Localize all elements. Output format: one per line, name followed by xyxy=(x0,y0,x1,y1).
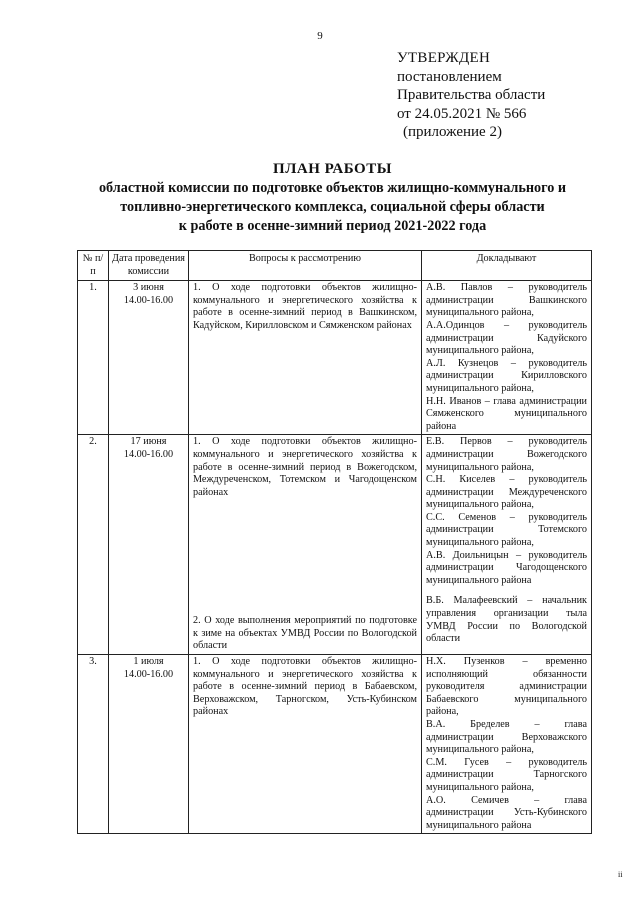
row-date: 17 июня xyxy=(130,436,167,448)
table-header-row xyxy=(78,251,592,281)
row-date-cell xyxy=(109,281,189,435)
speaker-item: С.М. Гусев – руководитель администрации Тарногского муниципального района, xyxy=(426,756,587,793)
title-line: к работе в осенне-зимний период 2021-2022 года xyxy=(178,218,487,234)
page-number: 9 xyxy=(317,30,323,42)
speaker-item: А.В. Доильницын – руководитель администрации Чагодощенского муниципального района xyxy=(426,549,587,586)
speaker-item: С.Н. Киселев – руководитель администрации Междуреченского муниципального района, xyxy=(426,474,587,511)
row-num: 3. xyxy=(78,655,109,834)
question-item: 1. О ходе подготовки объектов жилищно-коммунального и энергетического хозяйства к работе в осенне-зимний период в Бабаевском, Верховажском, Тарногском, Усть-Кубинском районах xyxy=(193,656,417,718)
row-questions-cell xyxy=(189,435,422,655)
approval-line: от 24.05.2021 № 566 xyxy=(397,105,527,122)
work-plan-table xyxy=(77,250,592,834)
table-row xyxy=(78,435,592,655)
row-speakers-cell xyxy=(422,281,592,435)
approval-line: Правительства области xyxy=(397,87,546,103)
header-questions: Вопросы к рассмотрению xyxy=(189,251,422,281)
row-date-cell xyxy=(109,435,189,655)
speaker-item: Н.Н. Иванов – глава администрации Сямженского муниципального района xyxy=(426,395,587,432)
header-date: Дата проведения комиссии xyxy=(109,251,189,281)
speaker-item: Е.В. Первов – руководитель администрации Вожегодского муниципального района, xyxy=(426,436,587,473)
approval-line: постановлением xyxy=(397,68,502,85)
speaker-item: А.В. Павлов – руководитель администрации Вашкинского муниципального района, xyxy=(426,282,587,319)
table-row xyxy=(78,655,592,834)
speaker-item: А.О. Семичев – глава администрации Усть-Кубинского муниципального района xyxy=(426,794,587,831)
approval-heading: УТВЕРЖДЕН xyxy=(397,50,491,66)
row-time: 14.00-16.00 xyxy=(123,668,174,680)
row-num: 1. xyxy=(78,281,109,435)
row-time: 14.00-16.00 xyxy=(123,294,174,306)
document-title xyxy=(60,160,605,236)
row-questions-cell xyxy=(189,281,422,435)
question-item: 1. О ходе подготовки объектов жилищно-коммунального и энергетического хозяйства к работе в осенне-зимний период в Вожегодском, Междуреченском, Тотемском и Чагодощенском районах xyxy=(193,436,417,498)
header-num: № п/п xyxy=(78,251,109,281)
header-speakers: Докладывают xyxy=(422,251,592,281)
speaker-item: А.А.Одинцов – руководитель администрации Кадуйского муниципального района, xyxy=(426,319,587,357)
row-num: 2. xyxy=(78,435,109,655)
table-row xyxy=(78,281,592,435)
row-date: 3 июня xyxy=(133,282,164,294)
approval-stamp xyxy=(397,49,545,142)
question-item: 1. О ходе подготовки объектов жилищно-коммунального и энергетического хозяйства к работе в осенне-зимний период в Вашкинском, Кадуйском, Кирилловском и Сямженском районах xyxy=(193,282,417,331)
footer-mark: ii xyxy=(618,870,623,879)
speaker-item: Н.Х. Пузенков – временно исполняющий обязанности руководителя администрации Бабаевского муниципального района, xyxy=(426,656,587,718)
row-speakers-cell xyxy=(422,435,592,655)
speaker-item: В.А. Бределев – глава администрации Верховажского муниципального района, xyxy=(426,719,587,756)
row-questions-cell xyxy=(189,655,422,834)
title-main: ПЛАН РАБОТЫ xyxy=(273,161,392,177)
speaker-item: В.Б. Малафеевский – начальник управления организации тыла УМВД России по Вологодской области xyxy=(426,595,587,645)
question-item: 2. О ходе выполнения мероприятий по подготовке к зиме на объектах УМВД России по Вологодской области xyxy=(193,615,417,652)
approval-line: (приложение 2) xyxy=(403,124,502,140)
speaker-item: А.Л. Кузнецов – руководитель администрации Кирилловского муниципального района, xyxy=(426,357,587,394)
title-line: топливно-энергетического комплекса, социальной сферы области xyxy=(120,199,545,215)
row-date: 1 июля xyxy=(133,656,164,668)
row-speakers-cell xyxy=(422,655,592,834)
title-line: областной комиссии по подготовке объектов жилищно-коммунального и xyxy=(98,180,567,196)
speaker-item: С.С. Семенов – руководитель администрации Тотемского муниципального района, xyxy=(426,511,587,549)
row-date-cell xyxy=(109,655,189,834)
row-time: 14.00-16.00 xyxy=(123,448,174,460)
